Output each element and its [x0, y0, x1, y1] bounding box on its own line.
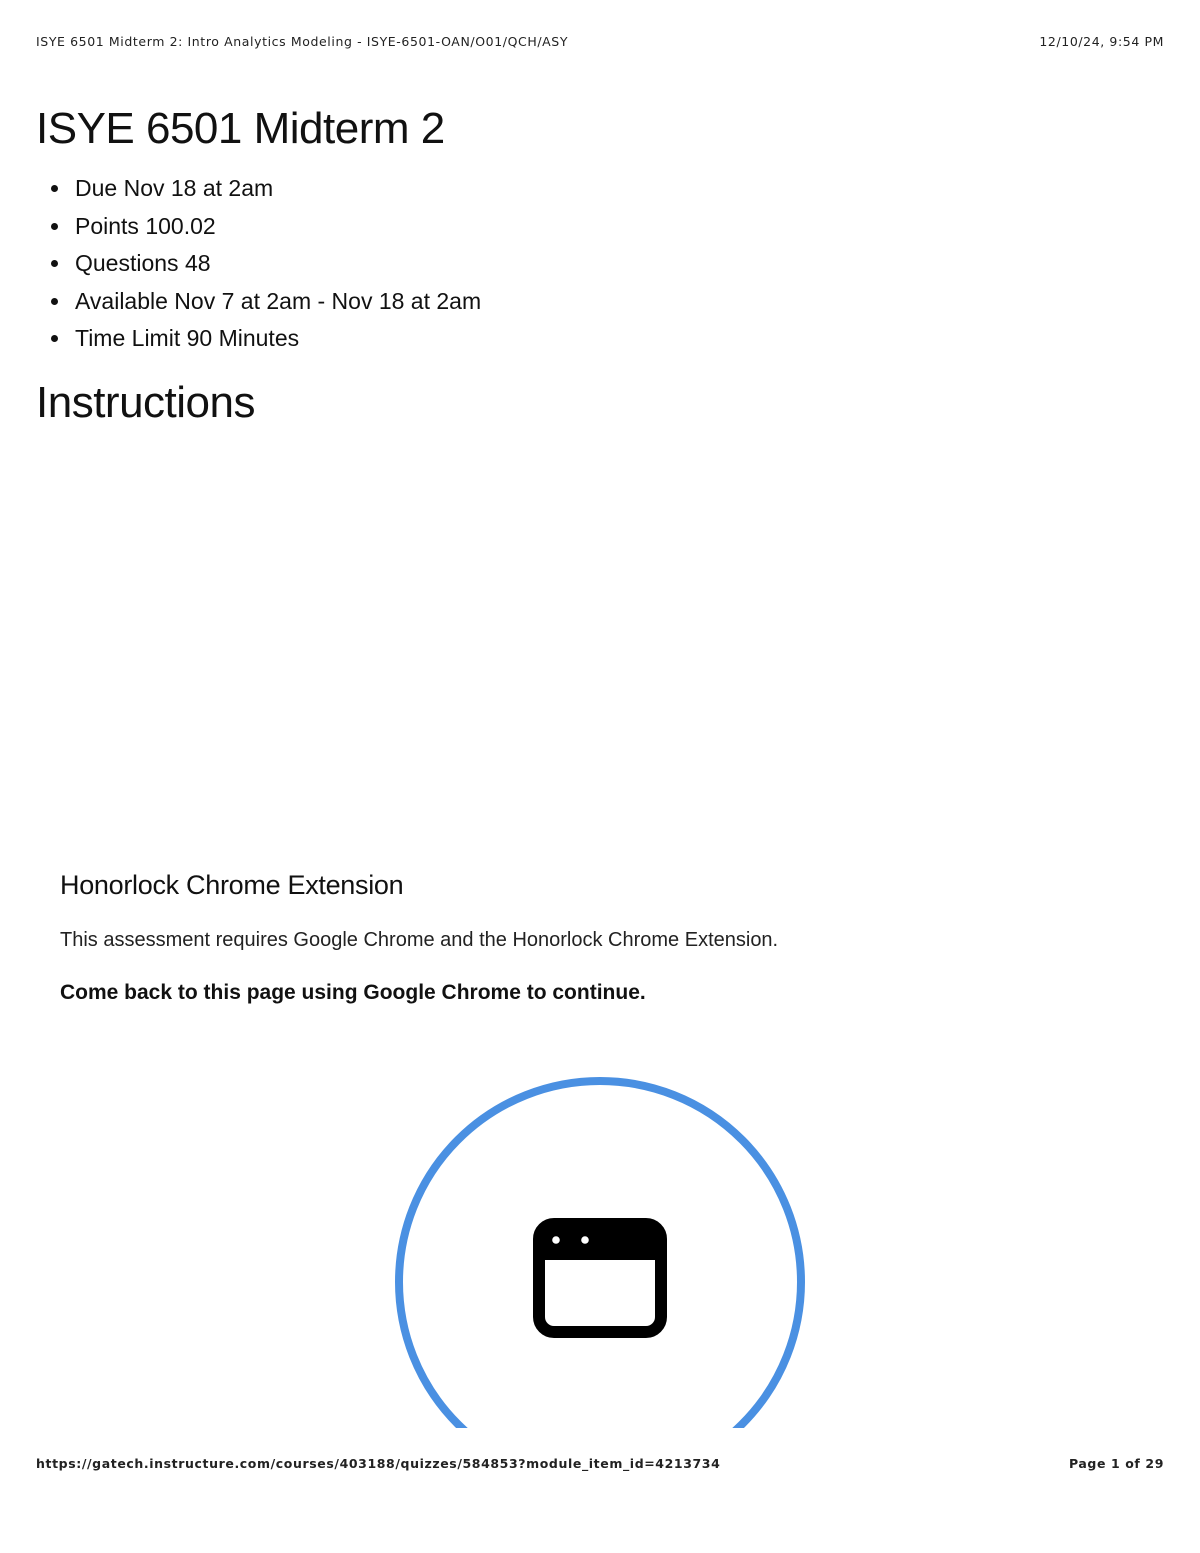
quiz-detail-time-limit: Time Limit 90 Minutes — [36, 320, 481, 358]
honorlock-heading: Honorlock Chrome Extension — [60, 870, 404, 900]
print-footer — [36, 1456, 1164, 1471]
quiz-details-list — [36, 170, 481, 358]
quiz-detail-questions: Questions 48 — [36, 245, 481, 283]
quiz-detail-availability: Available Nov 7 at 2am - Nov 18 at 2am — [36, 283, 481, 321]
quiz-detail-due: Due Nov 18 at 2am — [36, 170, 481, 208]
print-header — [36, 34, 1164, 49]
honorlock-requirement-text: This assessment requires Google Chrome and the Honorlock Chrome Extension. — [60, 929, 779, 951]
honorlock-return-message: Come back to this page using Google Chrome to continue. — [60, 981, 646, 1004]
print-footer-url: https://gatech.instructure.com/courses/403188/quizzes/584853?module_item_id=4213734 — [36, 1456, 721, 1471]
honorlock-ring-graphic — [390, 1072, 810, 1428]
print-header-datetime: 12/10/24, 9:54 PM — [1039, 34, 1164, 49]
instructions-heading: Instructions — [36, 378, 255, 427]
print-header-title: ISYE 6501 Midterm 2: Intro Analytics Modeling - ISYE-6501-OAN/O01/QCH/ASY — [36, 34, 569, 49]
print-footer-page-number: Page 1 of 29 — [1068, 1456, 1164, 1471]
page-title: ISYE 6501 Midterm 2 — [36, 104, 445, 153]
browser-window-icon — [539, 1224, 661, 1332]
quiz-detail-points: Points 100.02 — [36, 208, 481, 246]
honorlock-graphic — [390, 1072, 810, 1428]
